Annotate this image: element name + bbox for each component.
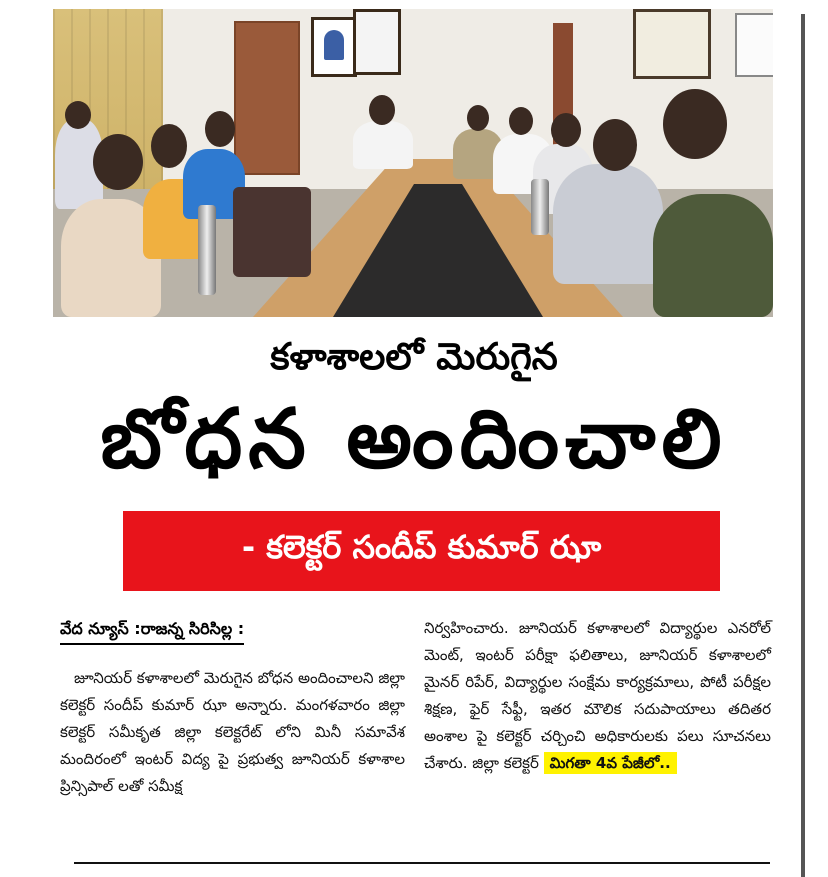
- byline: వేద న్యూస్ :రాజన్న సిరిసిల్ల :: [60, 619, 244, 645]
- wall-map: [633, 9, 711, 79]
- body-text-right: నిర్వహించారు. జూనియర్ కళాశాలలో విద్యార్థుల ఎనరోల్ మెంట్, ఇంటర్ పరీక్షా ఫలితాలు, జూనియర్ కళాశాలలో మైనర్ రిపేర్, విద్యార్థుల సంక్షేమ కార్యక్రమాలు, పోటీ పరీక్షల శిక్షణ, ఫైర్ సేఫ్టీ, ఇతర మౌలిక సదుపాయాలు తదితర అంశాల పై కలెక్టర్ చర్చించి అధికారులకు పలు సూచనలు చేశారు. జిల్లా కలెక్టర్: [424, 619, 771, 772]
- continued-on-page-label: మిగతా 4వ పేజీలో..: [544, 752, 677, 774]
- bottom-rule: [74, 862, 770, 864]
- handbag: [233, 187, 311, 277]
- headline: బోధన అందించాలి: [100, 392, 728, 487]
- body-column-left: జూనియర్ కళాశాలలో మెరుగైన బోధన అందించాలని జిల్లా కలెక్టర్ సందీప్ కుమార్ ఝా అన్నారు. మంగళవారం జిల్లా కలెక్టర్ సమీకృత జిల్లా కలెక్టరేట్ లోని మినీ సమావేశ మందిరంలో ఇంటర్ విద్య పై ప్రభుత్వ జూనియర్ కళాశాల ప్రిన్సిపాల్ లతో సమీక్ష: [60, 669, 405, 795]
- water-bottle: [198, 205, 216, 295]
- subhead-banner: [123, 511, 720, 591]
- portrait-frame: [353, 9, 401, 75]
- body-column-right: [424, 615, 771, 777]
- headline-kicker: కళాశాలలో మెరుగైన: [270, 335, 558, 378]
- subhead-text: - కలెక్టర్ సందీప్ కుమార్ ఝా: [241, 528, 602, 566]
- attendee: [653, 194, 773, 317]
- meeting-photo: [53, 9, 773, 317]
- portrait-frame: [311, 17, 357, 77]
- collector: [353, 121, 413, 169]
- attendee: [553, 164, 663, 284]
- water-bottle: [531, 179, 549, 235]
- door: [234, 21, 300, 175]
- wall-chart: [735, 13, 773, 77]
